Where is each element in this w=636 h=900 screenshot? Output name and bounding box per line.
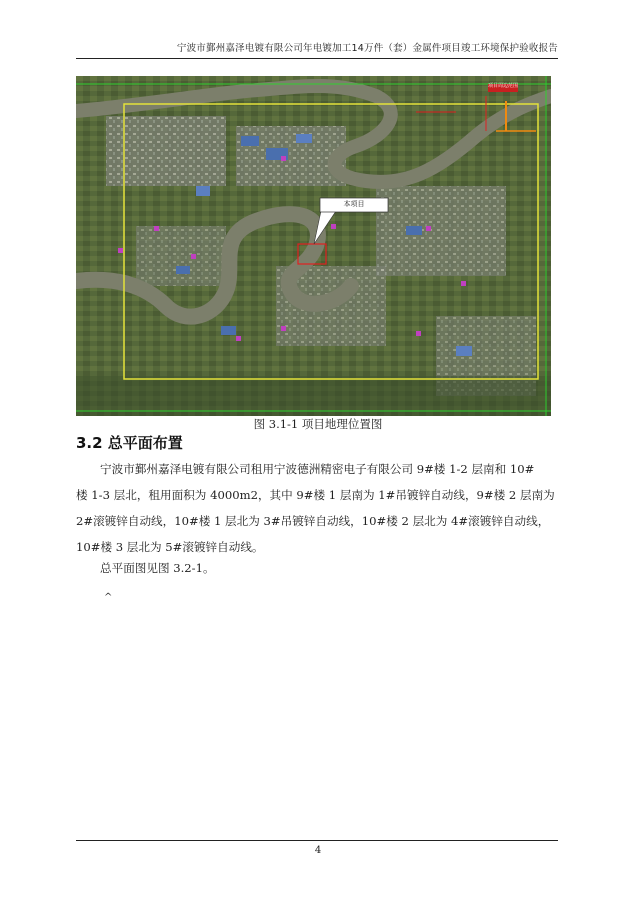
map-legend-label: 项目周边范围 xyxy=(488,83,518,89)
section-heading: 3.2 总平面布置 xyxy=(76,434,183,452)
page-number: 4 xyxy=(314,845,322,856)
paragraph-line: 10#楼 3 层北为 5#滚镀锌自动线。 xyxy=(76,540,264,554)
figure-caption: 图 3.1-1 项目地理位置图 xyxy=(253,417,383,431)
footer-divider xyxy=(76,840,558,841)
body-paragraph-figure-ref: 总平面图见图 3.2-1。 xyxy=(100,561,215,575)
page-header: 宁波市鄞州嘉泽电镀有限公司年电镀加工14万件（套）金属件项目竣工环境保护验收报告 xyxy=(176,43,558,54)
map-callout-label: 本项目 xyxy=(343,200,365,208)
paragraph-line: 楼 1-3 层北，租用面积为 4000m2，其中 9#楼 1 层南为 1#吊镀锌自动线，9#楼 2 层南为 xyxy=(76,488,555,502)
paragraph-line: 宁波市鄞州嘉泽电镀有限公司租用宁波德洲精密电子有限公司 9#楼 1-2 层南和 10# xyxy=(100,462,535,476)
satellite-map-image xyxy=(76,76,551,416)
paragraph-line: 2#滚镀锌自动线，10#楼 1 层北为 3#吊镀锌自动线，10#楼 2 层北为 4#滚镀锌自动线， xyxy=(76,514,550,528)
body-paragraph xyxy=(76,456,558,560)
header-divider xyxy=(76,58,558,59)
stray-mark: ^ xyxy=(104,592,113,603)
